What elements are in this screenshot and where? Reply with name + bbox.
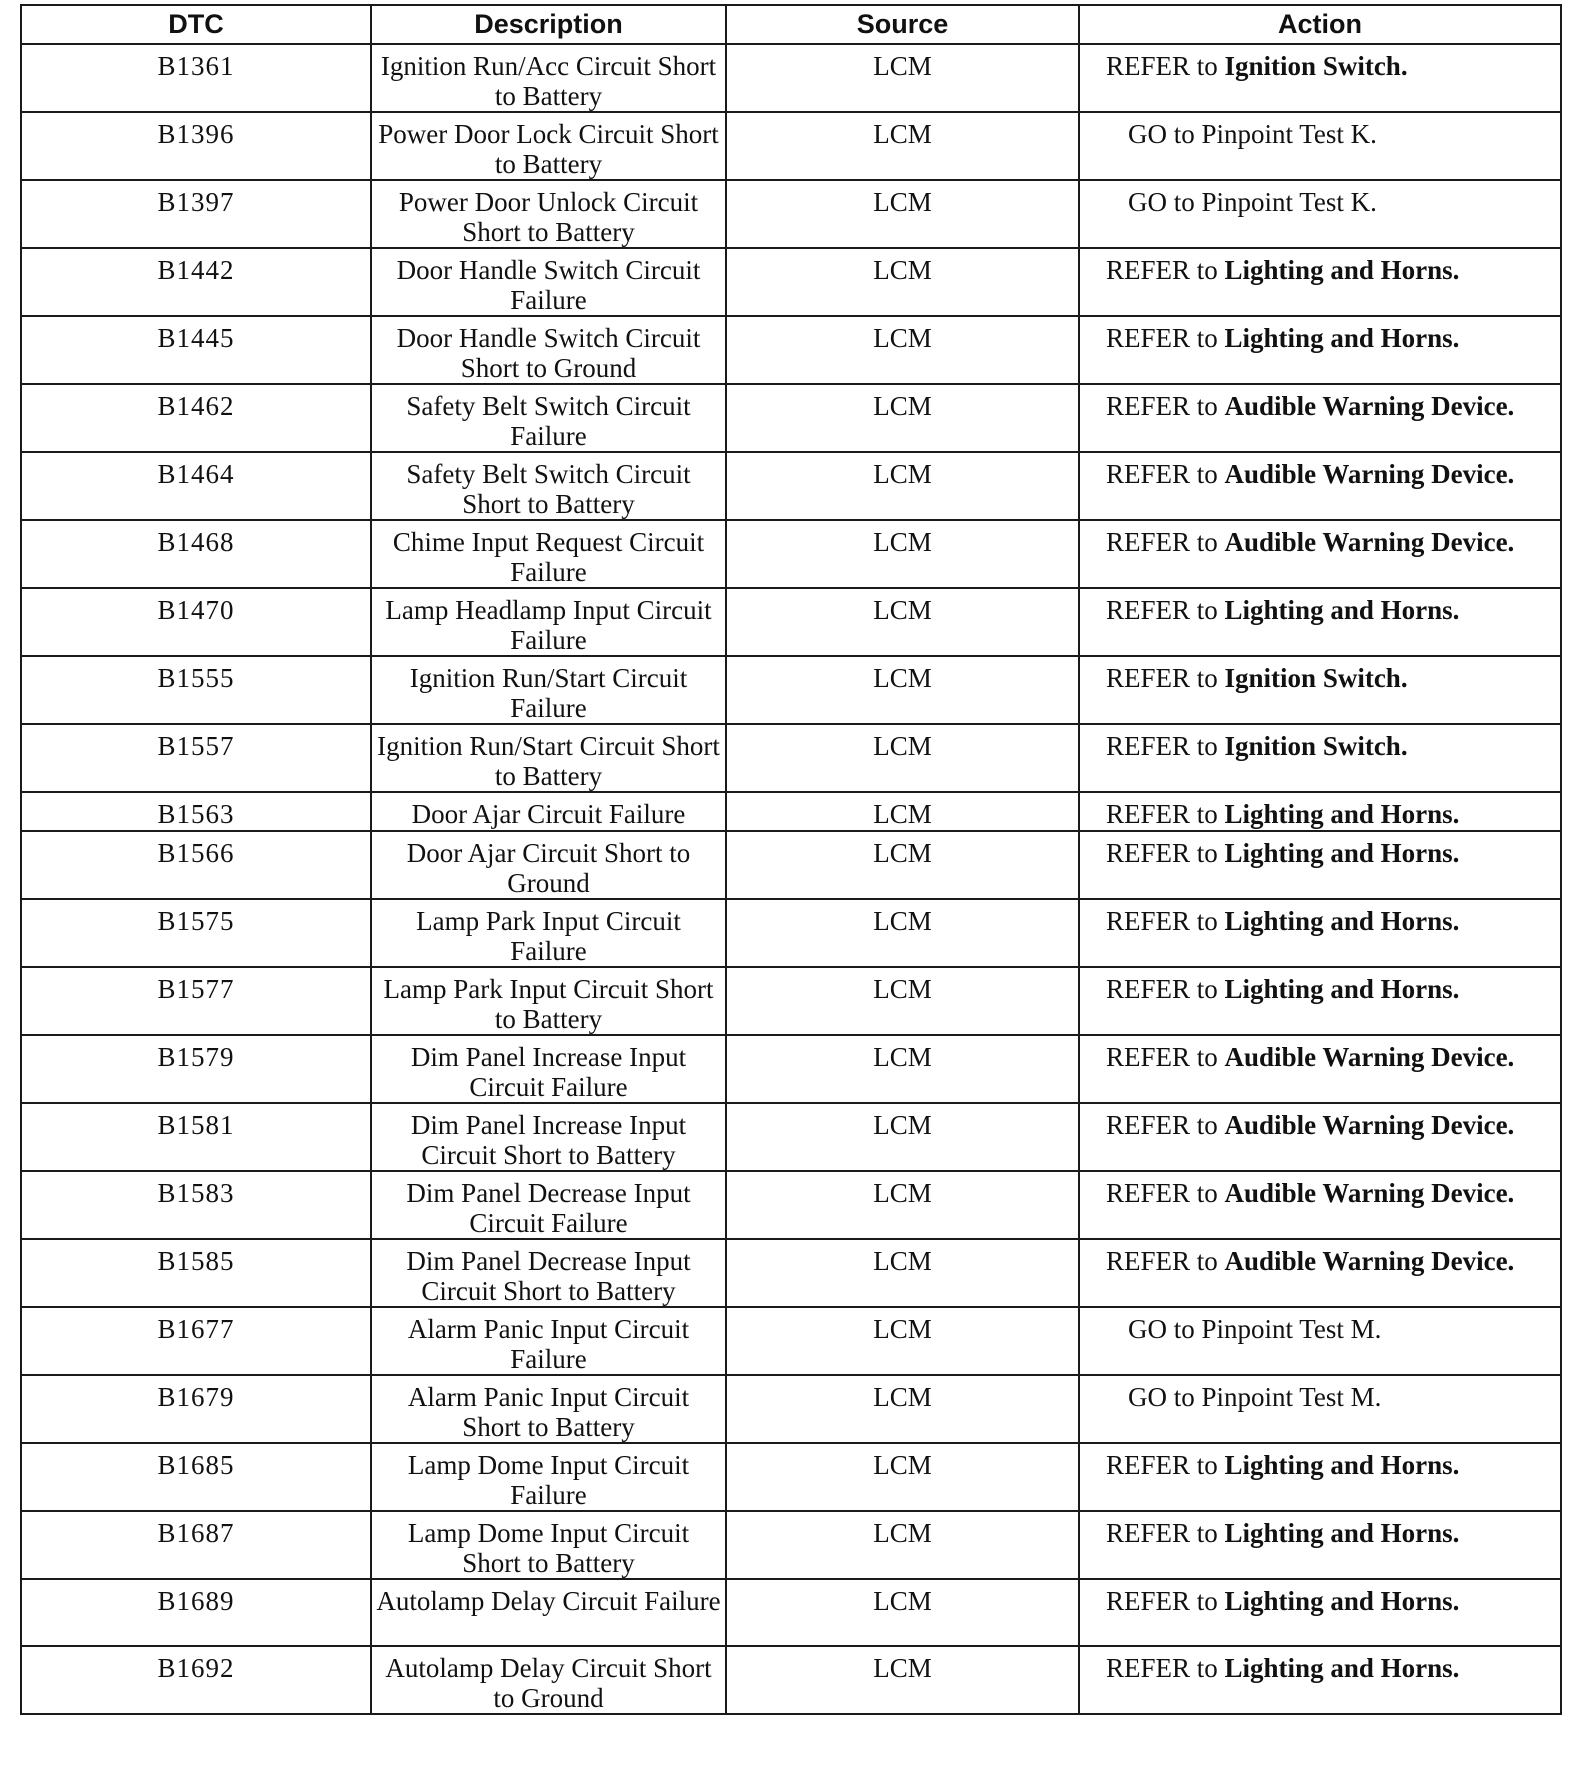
source-cell: LCM xyxy=(726,1103,1079,1171)
action-target: Pinpoint Test K. xyxy=(1201,119,1377,149)
action-target: Audible Warning Device. xyxy=(1224,1042,1515,1072)
action-cell xyxy=(1079,248,1561,316)
action-target: Ignition Switch. xyxy=(1224,663,1408,693)
action-target: Lighting and Horns. xyxy=(1224,974,1460,1004)
action-verb: REFER to xyxy=(1106,663,1218,693)
table-row xyxy=(21,112,1561,180)
source-cell: LCM xyxy=(726,112,1079,180)
action-cell xyxy=(1079,967,1561,1035)
action-target: Lighting and Horns. xyxy=(1224,906,1460,936)
action-cell xyxy=(1079,831,1561,899)
action-target: Audible Warning Device. xyxy=(1224,459,1515,489)
header-source: Source xyxy=(726,5,1079,44)
source-cell: LCM xyxy=(726,1646,1079,1714)
action-target: Lighting and Horns. xyxy=(1224,838,1460,868)
action-verb: REFER to xyxy=(1106,255,1218,285)
action-cell xyxy=(1079,588,1561,656)
dtc-code-cell: B1442 xyxy=(21,248,371,316)
source-cell: LCM xyxy=(726,452,1079,520)
dtc-code-cell: B1692 xyxy=(21,1646,371,1714)
dtc-code-cell: B1470 xyxy=(21,588,371,656)
action-target: Audible Warning Device. xyxy=(1224,1110,1515,1140)
action-verb: REFER to xyxy=(1106,906,1218,936)
table-row xyxy=(21,316,1561,384)
action-cell xyxy=(1079,1035,1561,1103)
action-verb: REFER to xyxy=(1106,1110,1218,1140)
table-row xyxy=(21,452,1561,520)
table-row xyxy=(21,1646,1561,1714)
action-verb: REFER to xyxy=(1106,323,1218,353)
dtc-code-cell: B1677 xyxy=(21,1307,371,1375)
description-cell: Door Ajar Circuit Short to Ground xyxy=(371,831,726,899)
source-cell: LCM xyxy=(726,899,1079,967)
table-row xyxy=(21,1511,1561,1579)
table-row xyxy=(21,1103,1561,1171)
action-cell xyxy=(1079,1443,1561,1511)
action-verb: GO to xyxy=(1128,1314,1195,1344)
action-cell xyxy=(1079,792,1561,831)
description-cell: Alarm Panic Input Circuit Failure xyxy=(371,1307,726,1375)
action-verb: REFER to xyxy=(1106,1653,1218,1683)
action-target: Audible Warning Device. xyxy=(1224,527,1515,557)
action-cell xyxy=(1079,384,1561,452)
action-verb: REFER to xyxy=(1106,838,1218,868)
header-description: Description xyxy=(371,5,726,44)
dtc-code-cell: B1396 xyxy=(21,112,371,180)
description-cell: Ignition Run/Start Circuit Failure xyxy=(371,656,726,724)
description-cell: Door Handle Switch Circuit Short to Ground xyxy=(371,316,726,384)
dtc-code-cell: B1685 xyxy=(21,1443,371,1511)
description-cell: Ignition Run/Start Circuit Short to Battery xyxy=(371,724,726,792)
action-cell xyxy=(1079,1171,1561,1239)
action-target: Ignition Switch. xyxy=(1224,731,1408,761)
source-cell: LCM xyxy=(726,520,1079,588)
action-verb: REFER to xyxy=(1106,527,1218,557)
table-body xyxy=(21,44,1561,1714)
description-cell: Safety Belt Switch Circuit Short to Battery xyxy=(371,452,726,520)
dtc-code-cell: B1679 xyxy=(21,1375,371,1443)
dtc-code-cell: B1687 xyxy=(21,1511,371,1579)
action-target: Audible Warning Device. xyxy=(1224,1246,1515,1276)
header-action: Action xyxy=(1079,5,1561,44)
action-target: Lighting and Horns. xyxy=(1224,255,1460,285)
source-cell: LCM xyxy=(726,316,1079,384)
header-row xyxy=(21,5,1561,44)
dtc-code-cell: B1462 xyxy=(21,384,371,452)
source-cell: LCM xyxy=(726,1307,1079,1375)
action-target: Pinpoint Test M. xyxy=(1201,1314,1382,1344)
table-row xyxy=(21,1239,1561,1307)
source-cell: LCM xyxy=(726,1171,1079,1239)
action-cell xyxy=(1079,112,1561,180)
action-cell xyxy=(1079,520,1561,588)
action-target: Lighting and Horns. xyxy=(1224,1450,1460,1480)
action-target: Audible Warning Device. xyxy=(1224,1178,1515,1208)
source-cell: LCM xyxy=(726,1579,1079,1646)
table-row xyxy=(21,384,1561,452)
table-row xyxy=(21,724,1561,792)
table-row xyxy=(21,1443,1561,1511)
source-cell: LCM xyxy=(726,656,1079,724)
action-cell xyxy=(1079,656,1561,724)
table-row xyxy=(21,1307,1561,1375)
action-target: Lighting and Horns. xyxy=(1224,1586,1460,1616)
dtc-code-cell: B1468 xyxy=(21,520,371,588)
description-cell: Autolamp Delay Circuit Short to Ground xyxy=(371,1646,726,1714)
action-verb: REFER to xyxy=(1106,1178,1218,1208)
source-cell: LCM xyxy=(726,967,1079,1035)
action-verb: REFER to xyxy=(1106,1042,1218,1072)
table-row xyxy=(21,899,1561,967)
description-cell: Chime Input Request Circuit Failure xyxy=(371,520,726,588)
table-row xyxy=(21,180,1561,248)
action-cell xyxy=(1079,180,1561,248)
dtc-code-cell: B1585 xyxy=(21,1239,371,1307)
action-target: Ignition Switch. xyxy=(1224,51,1408,81)
action-verb: REFER to xyxy=(1106,1518,1218,1548)
description-cell: Lamp Park Input Circuit Failure xyxy=(371,899,726,967)
action-target: Pinpoint Test M. xyxy=(1201,1382,1382,1412)
dtc-code-cell: B1577 xyxy=(21,967,371,1035)
source-cell: LCM xyxy=(726,792,1079,831)
source-cell: LCM xyxy=(726,831,1079,899)
action-cell xyxy=(1079,1511,1561,1579)
dtc-code-cell: B1464 xyxy=(21,452,371,520)
table-row xyxy=(21,248,1561,316)
description-cell: Dim Panel Increase Input Circuit Failure xyxy=(371,1035,726,1103)
source-cell: LCM xyxy=(726,1511,1079,1579)
action-cell xyxy=(1079,724,1561,792)
source-cell: LCM xyxy=(726,180,1079,248)
table-row xyxy=(21,520,1561,588)
source-cell: LCM xyxy=(726,1035,1079,1103)
description-cell: Dim Panel Increase Input Circuit Short to Battery xyxy=(371,1103,726,1171)
action-cell xyxy=(1079,1375,1561,1443)
action-target: Lighting and Horns. xyxy=(1224,1653,1460,1683)
table-row xyxy=(21,1035,1561,1103)
table-row xyxy=(21,656,1561,724)
source-cell: LCM xyxy=(726,384,1079,452)
dtc-code-cell: B1555 xyxy=(21,656,371,724)
dtc-code-cell: B1566 xyxy=(21,831,371,899)
description-cell: Power Door Lock Circuit Short to Battery xyxy=(371,112,726,180)
action-target: Lighting and Horns. xyxy=(1224,595,1460,625)
description-cell: Dim Panel Decrease Input Circuit Failure xyxy=(371,1171,726,1239)
action-cell xyxy=(1079,44,1561,112)
action-cell xyxy=(1079,899,1561,967)
table-row xyxy=(21,44,1561,112)
action-target: Pinpoint Test K. xyxy=(1201,187,1377,217)
action-cell xyxy=(1079,1239,1561,1307)
dtc-code-cell: B1397 xyxy=(21,180,371,248)
source-cell: LCM xyxy=(726,1239,1079,1307)
action-target: Lighting and Horns. xyxy=(1224,1518,1460,1548)
dtc-code-cell: B1557 xyxy=(21,724,371,792)
header-dtc: DTC xyxy=(21,5,371,44)
description-cell: Autolamp Delay Circuit Failure xyxy=(371,1579,726,1646)
description-cell: Power Door Unlock Circuit Short to Battery xyxy=(371,180,726,248)
action-verb: REFER to xyxy=(1106,51,1218,81)
action-cell xyxy=(1079,452,1561,520)
action-target: Audible Warning Device. xyxy=(1224,391,1515,421)
action-verb: GO to xyxy=(1128,1382,1195,1412)
source-cell: LCM xyxy=(726,588,1079,656)
description-cell: Lamp Headlamp Input Circuit Failure xyxy=(371,588,726,656)
table-row xyxy=(21,792,1561,831)
action-verb: GO to xyxy=(1128,187,1195,217)
description-cell: Lamp Dome Input Circuit Short to Battery xyxy=(371,1511,726,1579)
table-row xyxy=(21,588,1561,656)
description-cell: Safety Belt Switch Circuit Failure xyxy=(371,384,726,452)
dtc-code-cell: B1581 xyxy=(21,1103,371,1171)
description-cell: Lamp Dome Input Circuit Failure xyxy=(371,1443,726,1511)
action-verb: REFER to xyxy=(1106,731,1218,761)
description-cell: Lamp Park Input Circuit Short to Battery xyxy=(371,967,726,1035)
table-header xyxy=(21,5,1561,44)
table-row xyxy=(21,1375,1561,1443)
dtc-code-cell: B1563 xyxy=(21,792,371,831)
action-target: Lighting and Horns. xyxy=(1224,799,1460,829)
action-target: Lighting and Horns. xyxy=(1224,323,1460,353)
action-verb: REFER to xyxy=(1106,1246,1218,1276)
dtc-code-cell: B1579 xyxy=(21,1035,371,1103)
action-verb: GO to xyxy=(1128,119,1195,149)
table-row xyxy=(21,1579,1561,1646)
action-cell xyxy=(1079,1579,1561,1646)
dtc-code-cell: B1445 xyxy=(21,316,371,384)
description-cell: Alarm Panic Input Circuit Short to Battery xyxy=(371,1375,726,1443)
action-verb: REFER to xyxy=(1106,595,1218,625)
source-cell: LCM xyxy=(726,1443,1079,1511)
table-row xyxy=(21,967,1561,1035)
dtc-code-cell: B1575 xyxy=(21,899,371,967)
source-cell: LCM xyxy=(726,44,1079,112)
dtc-table xyxy=(20,4,1562,1715)
dtc-code-cell: B1361 xyxy=(21,44,371,112)
description-cell: Door Handle Switch Circuit Failure xyxy=(371,248,726,316)
action-verb: REFER to xyxy=(1106,799,1218,829)
action-verb: REFER to xyxy=(1106,974,1218,1004)
action-verb: REFER to xyxy=(1106,459,1218,489)
source-cell: LCM xyxy=(726,248,1079,316)
description-cell: Door Ajar Circuit Failure xyxy=(371,792,726,831)
action-cell xyxy=(1079,1307,1561,1375)
dtc-code-cell: B1689 xyxy=(21,1579,371,1646)
action-verb: REFER to xyxy=(1106,391,1218,421)
table-row xyxy=(21,831,1561,899)
table-row xyxy=(21,1171,1561,1239)
source-cell: LCM xyxy=(726,724,1079,792)
action-cell xyxy=(1079,316,1561,384)
action-verb: REFER to xyxy=(1106,1450,1218,1480)
description-cell: Dim Panel Decrease Input Circuit Short to Battery xyxy=(371,1239,726,1307)
description-cell: Ignition Run/Acc Circuit Short to Battery xyxy=(371,44,726,112)
source-cell: LCM xyxy=(726,1375,1079,1443)
action-cell xyxy=(1079,1103,1561,1171)
action-cell xyxy=(1079,1646,1561,1714)
dtc-code-cell: B1583 xyxy=(21,1171,371,1239)
action-verb: REFER to xyxy=(1106,1586,1218,1616)
